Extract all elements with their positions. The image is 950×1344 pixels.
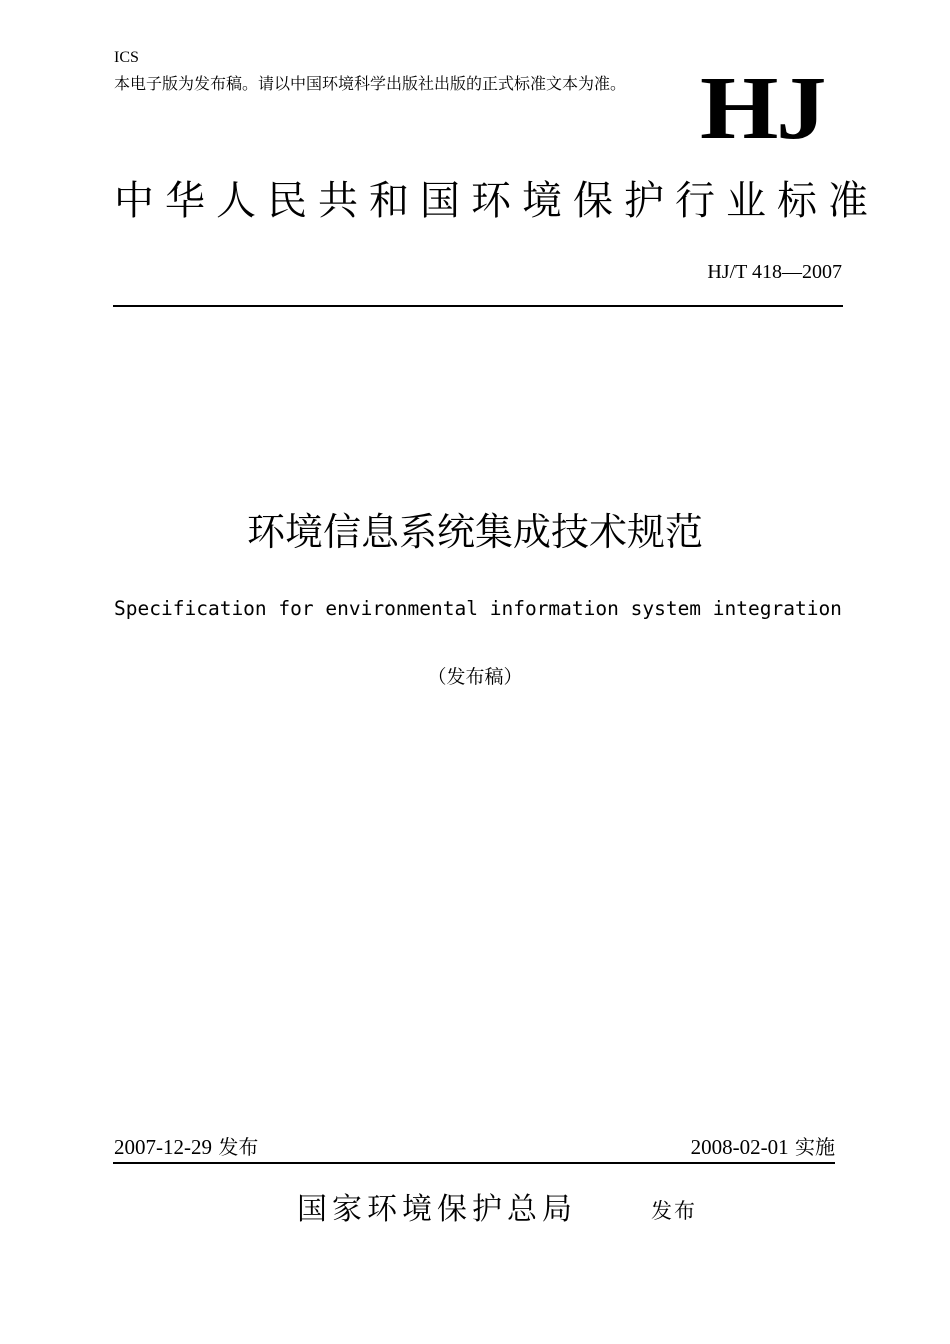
hj-logo: HJ: [700, 59, 825, 158]
implementation-date: 2008-02-01: [690, 1135, 789, 1159]
standard-number: HJ/T 418—2007: [707, 261, 842, 283]
document-title-english: Specification for environmental information system integration: [114, 597, 842, 620]
issue-date-label: 发布: [218, 1135, 259, 1159]
release-notice: 本电子版为发布稿。请以中国环境科学出版社出版的正式标准文本为准。: [114, 74, 627, 93]
issue-date-line: [114, 1135, 258, 1159]
document-title: 环境信息系统集成技术规范: [246, 510, 703, 554]
implementation-date-line: [691, 1135, 835, 1159]
issuing-action: 发布: [651, 1199, 697, 1223]
implementation-date-label: 实施: [795, 1135, 835, 1159]
ics-label: ICS: [114, 49, 139, 66]
footer-divider: [113, 1162, 835, 1164]
header-divider: [113, 305, 843, 307]
issuing-authority: 国家环境保护总局: [297, 1192, 577, 1227]
issue-date: 2007-12-29: [114, 1135, 212, 1159]
document-status: （发布稿）: [427, 666, 523, 688]
standard-organization-title: 中华人民共和国环境保护行业标准: [114, 178, 879, 224]
